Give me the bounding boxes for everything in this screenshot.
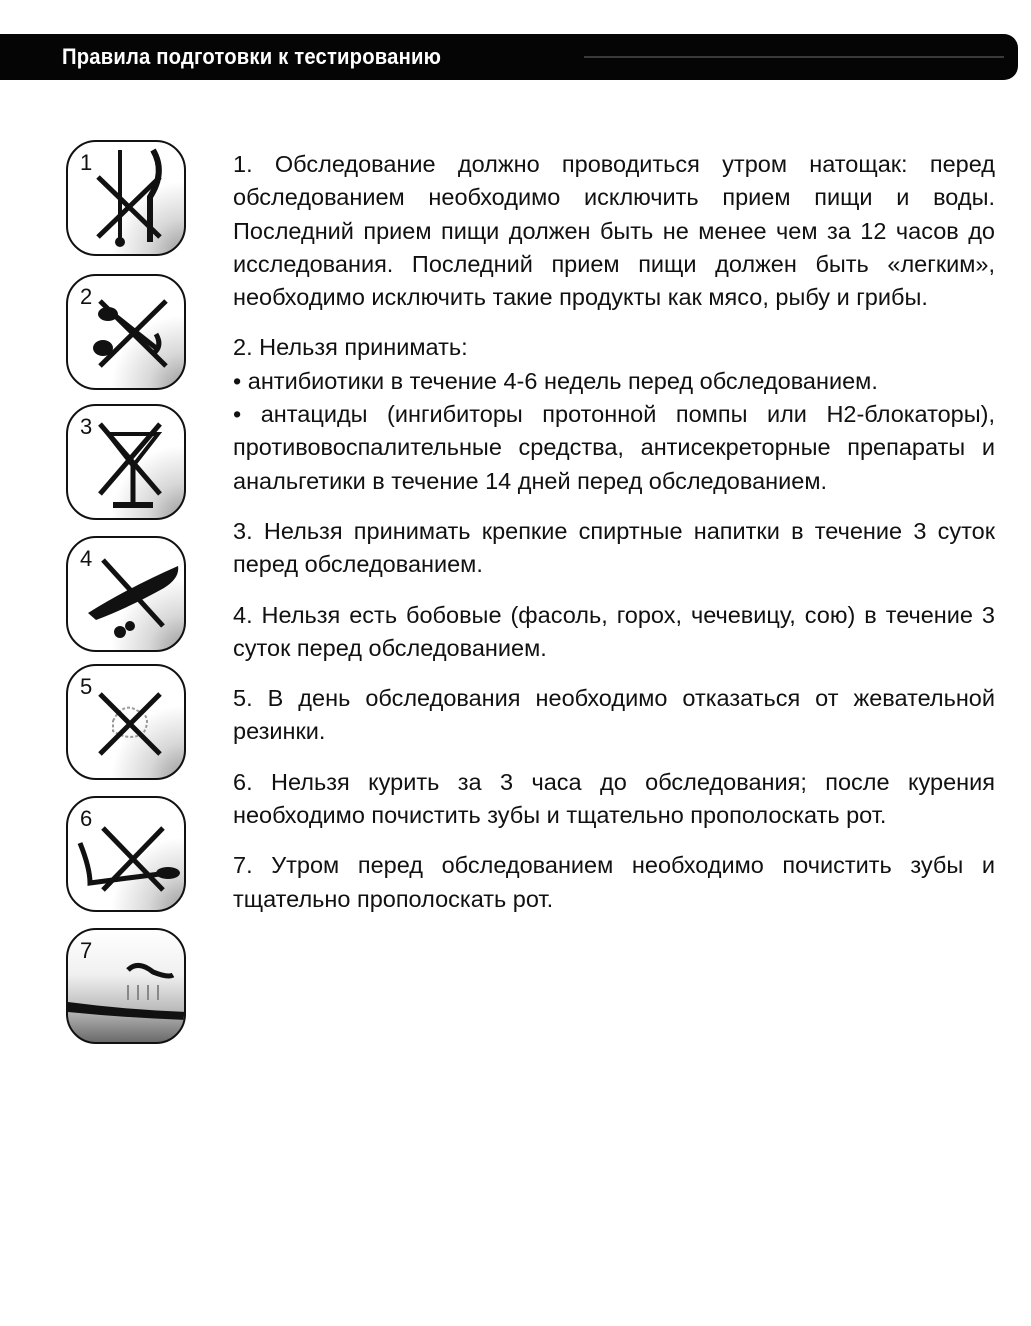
- rule-2-bullet-2: • антациды (ингибиторы протонной помпы или Н2-блокаторы), противовоспалительные средства, антисекреторные препараты и анальгетики в течение 14 дней перед обследованием.: [233, 401, 995, 494]
- rule-4: 4. Нельзя есть бобовые (фасоль, горох, чечевицу, сою) в течение 3 суток перед обследованием.: [233, 601, 995, 661]
- no-gum-icon: [66, 664, 186, 780]
- page-title: Правила подготовки к тестированию: [62, 44, 442, 69]
- icon-number: 3: [80, 414, 93, 439]
- rules-list: [233, 148, 995, 933]
- pea-pod-crossed-icon: [68, 538, 186, 652]
- utensils-crossed-icon: [68, 142, 186, 256]
- no-meat-icon: [66, 274, 186, 390]
- header-rule: [584, 56, 1004, 58]
- no-alcohol-icon: [66, 404, 186, 520]
- icon-number: 4: [80, 546, 93, 571]
- pipe-crossed-icon: [68, 798, 186, 912]
- brush-teeth-icon: [66, 928, 186, 1044]
- no-food-icon: [66, 140, 186, 256]
- rule-3: 3. Нельзя принимать крепкие спиртные напитки в течение 3 суток перед обследованием.: [233, 517, 995, 578]
- toothbrush-icon: [68, 930, 186, 1044]
- rule-5: 5. В день обследования необходимо отказаться от жевательной резинки.: [233, 685, 995, 745]
- no-smoking-icon: [66, 796, 186, 912]
- rule-2-title: 2. Нельзя принимать:: [233, 334, 468, 361]
- icon-number: 5: [80, 674, 93, 699]
- icon-number: 6: [80, 806, 93, 831]
- icon-number: 1: [80, 150, 93, 175]
- icon-number: 2: [80, 284, 93, 309]
- rule-2-bullet-1: • антибиотики в течение 4-6 недель перед обследованием.: [233, 367, 878, 394]
- gum-crossed-icon: [68, 666, 186, 780]
- icon-number: 7: [80, 938, 93, 963]
- glass-crossed-icon: [68, 406, 186, 520]
- meat-fish-crossed-icon: [68, 276, 186, 390]
- rule-7: 7. Утром перед обследованием необходимо почистить зубы и тщательно прополоскать рот.: [233, 852, 995, 912]
- no-legumes-icon: [66, 536, 186, 652]
- rule-1: 1. Обследование должно проводиться утром натощак: перед обследованием необходимо исключить прием пищи и воды. Последний прием пищи должен быть не менее чем за 12 часов до исследования. Последний прием пищи должен быть «легким», необходимо исключить такие продукты как мясо, рыбу и грибы.: [233, 151, 995, 311]
- rule-6: 6. Нельзя курить за 3 часа до обследования; после курения необходимо почистить зубы и тщательно прополоскать рот.: [233, 768, 995, 829]
